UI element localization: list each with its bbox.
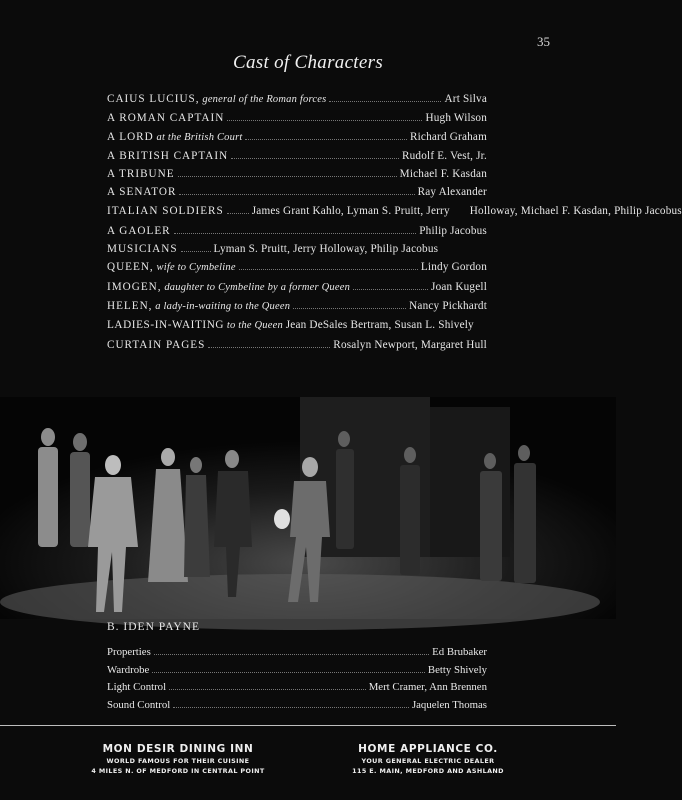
actor-name: Jean DeSales Bertram, Susan L. Shively [285,319,474,332]
crew-person: Betty Shively [427,663,487,676]
role-name: LADIES-IN-WAITING [107,319,225,332]
crew-person: Mert Cramer, Ann Brennen [368,681,487,694]
cast-row [107,128,487,147]
cast-row [107,316,487,335]
crew-row [107,662,487,680]
leader-dots [227,213,249,214]
ad-business-name: HOME APPLIANCE CO. [358,743,498,755]
leader-dots [169,689,366,690]
cast-list [107,90,682,354]
role-description: a lady-in-waiting to the Queen [155,300,291,312]
ad-address: 115 E. MAIN, MEDFORD AND ASHLAND [352,767,504,775]
crew-list [107,644,487,714]
cast-row [107,297,487,316]
leader-dots [174,233,417,234]
crew-row [107,679,487,697]
actor-name: Richard Graham [409,130,487,143]
actor-name: Nancy Pickhardt [409,299,487,312]
cast-row [107,147,487,165]
crew-role: Sound Control [107,698,171,711]
role-description: to the Queen [226,320,283,332]
leader-dots [353,289,428,290]
leader-dots [154,654,429,655]
leader-dots [227,120,422,121]
cast-row [107,183,487,201]
actor-name: Rosalyn Newport, Margaret Hull [333,338,487,351]
ad-address: 4 MILES N. OF MEDFORD IN CENTRAL POINT [91,767,265,775]
role-name: CURTAIN PAGES [107,338,206,351]
role-name: HELEN, [107,299,153,312]
cast-row [107,240,487,258]
cast-row [107,165,487,183]
leader-dots [239,269,418,270]
actor-name: James Grant Kahlo, Lyman S. Pruitt, Jerry [251,204,450,217]
leader-dots [178,176,397,177]
leader-dots [245,139,406,140]
role-name: A ROMAN CAPTAIN [107,112,225,125]
cast-row [107,109,487,127]
cast-row [107,336,487,354]
leader-dots [181,251,211,252]
crew-person: Ed Brubaker [432,646,487,658]
actor-name: Lyman S. Pruitt, Jerry Holloway, Philip Jacobus [213,243,439,256]
role-description: at the British Court [156,131,243,143]
ad-business-name: MON DESIR DINING INN [102,743,254,755]
crew-role: Wardrobe [107,663,150,676]
leader-dots [173,707,409,708]
leader-dots [231,158,399,159]
crew-row [107,697,487,715]
role-name: A GAOLER [107,224,171,237]
page-title: Cast of Characters [232,52,384,73]
actor-name-continued: Holloway, Michael F. Kasdan, Philip Jacobus [469,204,682,217]
crew-role: Light Control [107,681,167,694]
actor-name: Ray Alexander [417,186,487,199]
cast-row [107,258,487,277]
crew-person: Jaquelen Thomas [411,698,487,711]
role-name: MUSICIANS [107,243,178,256]
crew-row [107,644,487,662]
role-description: wife to Cymbeline [156,262,236,274]
leader-dots [208,347,330,348]
advertisement-right [328,743,528,775]
role-name: A BRITISH CAPTAIN [107,149,229,162]
actor-name: Lindy Gordon [420,261,487,274]
role-name: A TRIBUNE [107,168,175,181]
cast-row [107,278,487,297]
cast-row [107,204,682,219]
production-photo [0,397,616,619]
leader-dots [293,308,406,309]
crew-role: Properties [107,646,151,658]
role-name: ITALIAN SOLDIERS [107,204,224,217]
role-description: general of the Roman forces [202,94,327,105]
cast-row [107,222,487,240]
ad-tagline: YOUR GENERAL ELECTRIC DEALER [361,757,495,765]
leader-dots [329,101,441,102]
cast-row [107,90,487,109]
ad-tagline: WORLD FAMOUS FOR THEIR CUISINE [106,757,250,765]
leader-dots [179,194,414,195]
actor-name: Rudolf E. Vest, Jr. [401,149,487,162]
page-number: 35 [537,34,550,49]
advertisement-left [78,743,278,775]
actor-name: Joan Kugell [431,280,487,293]
actor-name: Philip Jacobus [419,224,487,237]
director-name: B. IDEN PAYNE [107,621,200,633]
actor-name: Hugh Wilson [425,112,487,125]
role-description: daughter to Cymbeline by a former Queen [164,281,351,293]
actor-name: Michael F. Kasdan [399,168,487,181]
leader-dots [152,672,425,673]
role-name: A SENATOR [107,186,177,199]
role-name: CAIUS LUCIUS, [107,93,200,105]
stage-scene-illustration [0,397,616,619]
footer-divider [0,725,616,726]
role-name: A LORD [107,130,154,143]
role-name: IMOGEN, [107,280,162,293]
role-name: QUEEN, [107,261,154,274]
actor-name: Art Silva [444,93,487,105]
